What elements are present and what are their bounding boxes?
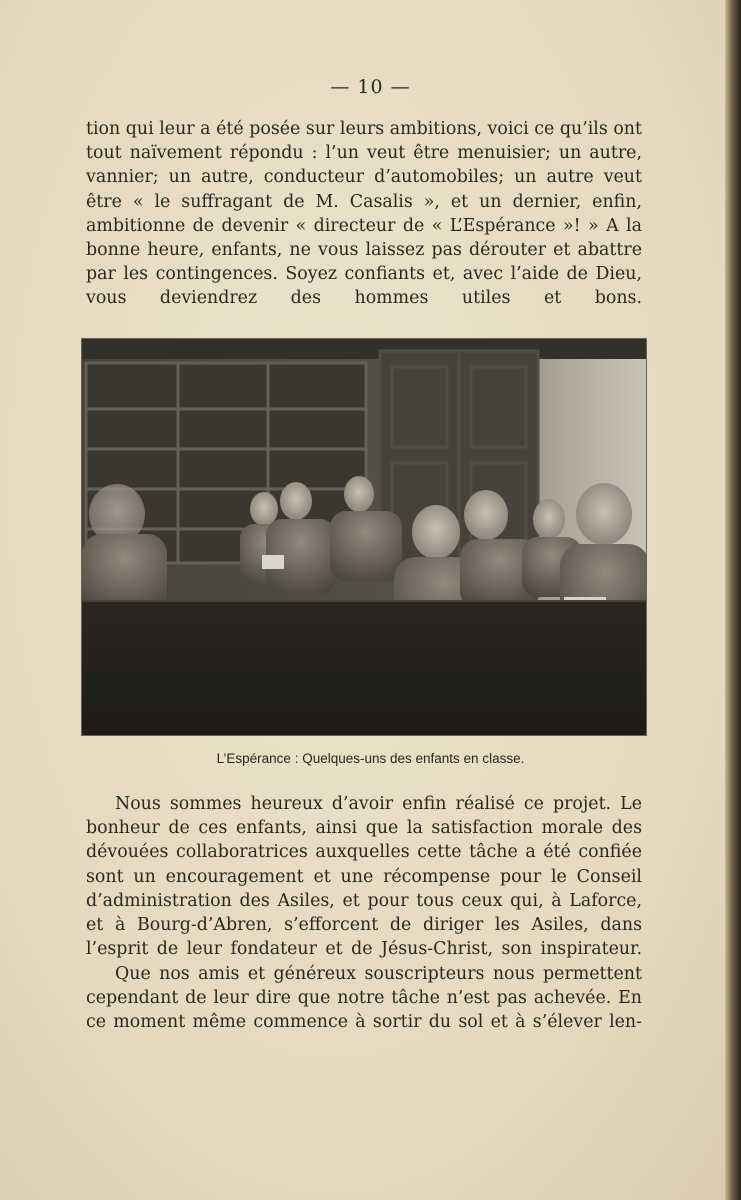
paragraph-third: Que nos amis et généreux souscripteurs nous permettent cependant de leur dire que notre tâche n’est pas achevée. En ce moment même commence à sortir du sol et à s’élever len- [86,964,642,1033]
photo-caption: L’Espérance : Quelques-uns des enfants en classe. [216,751,525,766]
book-spine-edge [725,0,741,1200]
page-number: — 10 — [330,76,411,98]
paragraph-second: Nous sommes heureux d’avoir enfin réalisé ce projet. Le bonheur de ces enfants, ainsi que la satisfaction morale des dévouées collaboratrices auxquelles cette tâche a été confiée sont un encouragement et une récompense pour le Conseil d’administration des Asiles, et pour tous ceux qui, à Laforce, et à Bourg-d’Abren, s’efforcent de diriger les Asiles, dans l’esprit de leur fondateur et de Jésus-Christ, son inspirateur. [86,794,642,960]
paragraph-first: tion qui leur a été posée sur leurs ambitions, voici ce qu’ils ont tout naïvement répondu : l’un veut être menuisier; un autre, vannier; un autre, conducteur d’automobiles; un autre veut être « le suffragant de M. Casalis », et un dernier, enfin, ambitionne de devenir « directeur de « L’Espérance »! » A la bonne heure, enfants, ne vous laissez pas dérouter et abattre par les contingences. Soyez confiants et, avec l’aide de Dieu, vous deviendrez des hommes utiles et bons. [86,119,642,309]
classroom-photo [81,338,647,736]
